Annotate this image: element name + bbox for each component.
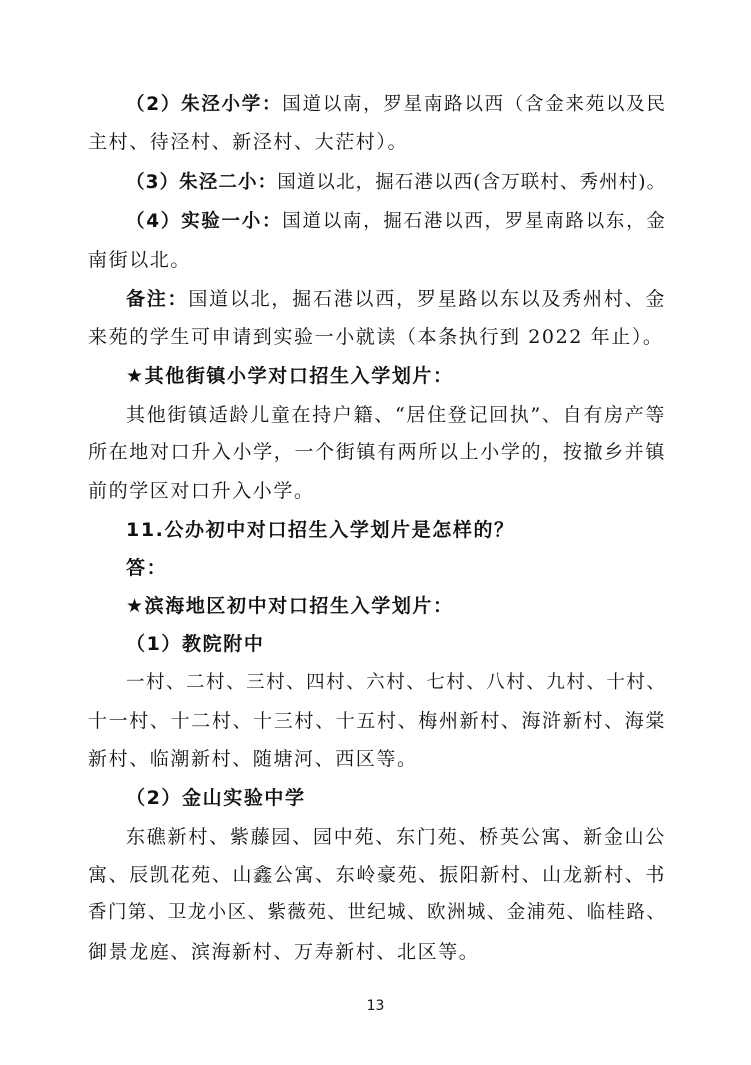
other-towns-body-line-2: 所在地对口升入小学，一个街镇有两所以上小学的，按撤乡并镇 [88, 441, 666, 463]
other-towns-body-line-3: 前的学区对口升入小学。 [88, 480, 315, 502]
paragraph-zhujing-primary-line-1: （2）朱泾小学：国道以南，罗星南路以西（含金来苑以及民 [126, 94, 666, 115]
note-label: 备注： [126, 288, 189, 310]
education-college-affiliated-line-1: 一村、二村、三村、四村、六村、七村、八村、九村、十村、 [126, 672, 666, 693]
school-title-jinshan-experimental-middle: （2）金山实验中学 [126, 787, 306, 809]
paragraph-experimental-primary-line-1: （4）实验一小：国道以南，掘石港以西，罗星南路以东，金 [126, 211, 666, 232]
paragraph-experimental-primary-line-2: 南街以北。 [88, 249, 192, 271]
education-college-affiliated-line-2: 十一村、十二村、十三村、十五村、梅州新村、海浒新村、海棠 [88, 710, 666, 732]
paragraph-zhujing-second-primary: （3）朱泾二小：国道以北，掘石港以西(含万联村、秀州村)。 [126, 172, 666, 193]
school-label-zhujing-second: （3）朱泾二小： [126, 172, 278, 193]
education-college-affiliated-line-3: 新村、临潮新村、随塘河、西区等。 [88, 748, 418, 770]
coastal-area-heading: ★滨海地区初中对口招生入学划片： [126, 595, 454, 617]
note-line-2: 来苑的学生可申请到实验一小就读（本条执行到 2022 年止）。 [88, 326, 664, 348]
jinshan-experimental-middle-line-3: 香门第、卫龙小区、紫薇苑、世纪城、欧洲城、金浦苑、临桂路、 [88, 902, 666, 923]
other-towns-body-line-1: 其他街镇适龄儿童在持户籍、“居住登记回执”、自有房产等 [126, 404, 666, 426]
school-label-zhujing-primary: （2）朱泾小学： [126, 94, 283, 115]
jinshan-experimental-middle-line-1: 东礁新村、紫藤园、园中苑、东门苑、桥英公寓、新金山公 [126, 826, 666, 848]
answer-label: 答： [126, 557, 168, 579]
question-11: 11.公办初中对口招生入学划片是怎样的？ [126, 519, 515, 541]
school-label-experimental-primary: （4）实验一小： [126, 211, 283, 232]
school-title-education-college-affiliated: （1）教院附中 [126, 633, 265, 655]
note-line-1: 备注：国道以北，掘石港以西，罗星路以东以及秀州村、金 [126, 288, 666, 310]
other-towns-heading: ★其他街镇小学对口招生入学划片： [126, 365, 454, 387]
paragraph-zhujing-primary-line-2: 主村、待泾村、新泾村、大茫村）。 [88, 131, 409, 153]
jinshan-experimental-middle-line-2: 寓、辰凯花苑、山鑫公寓、东岭豪苑、振阳新村、山龙新村、书 [88, 864, 666, 886]
page-number: 13 [366, 998, 385, 1014]
jinshan-experimental-middle-line-4: 御景龙庭、滨海新村、万寿新村、北区等。 [88, 941, 480, 963]
